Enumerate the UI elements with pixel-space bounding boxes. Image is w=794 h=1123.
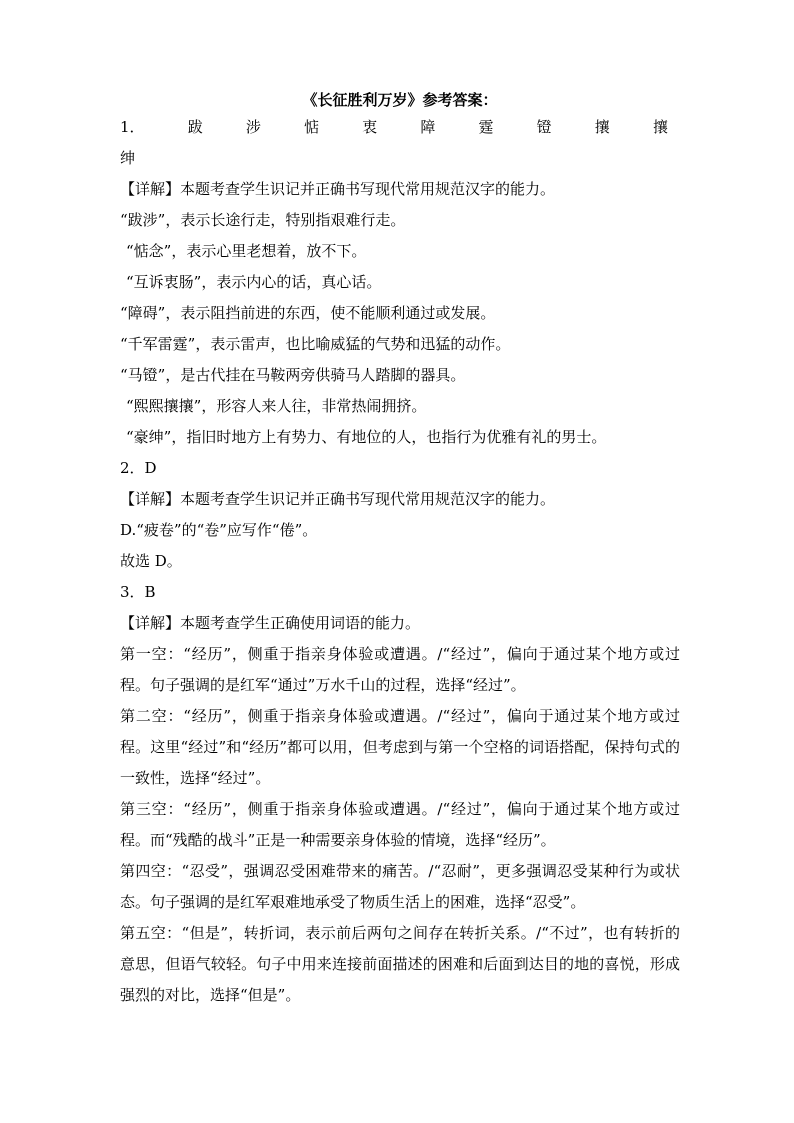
q1-explanation: “马镫”，是古代挂在马鞍两旁供骑马人踏脚的器具。 bbox=[120, 366, 466, 384]
q1-explanation: “千军雷霆”，表示雷声，也比喻威猛的气势和迅猛的动作。 bbox=[120, 335, 511, 353]
q1-answer-row bbox=[120, 112, 680, 143]
q1-detail: 【详解】本题考查学生识记并正确书写现代常用规范汉字的能力。 bbox=[120, 180, 556, 198]
q1-explanation: “惦念”，表示心里老想着，放不下。 bbox=[126, 242, 367, 260]
q1-explanation: “跋涉”，表示长途行走，特别指艰难行走。 bbox=[120, 211, 406, 229]
q3-paragraph: 第五空：“但是”，转折词，表示前后两句之间存在转折关系。/“不过”，也有转折的意思，但语气较轻。句子中用来连接前面描述的困难和后面到达目的地的喜悦，形成强烈的对比，选择“但是”。 bbox=[120, 924, 680, 1004]
q2-line: D.“疲卷”的“卷”应写作“倦”。 bbox=[120, 521, 318, 539]
q3-paragraph: 第一空：“经历”，侧重于指亲身体验或遭遇。/“经过”，偏向于通过某个地方或过程。句子强调的是红军“通过”万水千山的过程，选择“经过”。 bbox=[120, 645, 680, 694]
q3-paragraph: 第二空：“经历”，侧重于指亲身体验或遭遇。/“经过”，偏向于通过某个地方或过程。这里“经过”和“经历”都可以用，但考虑到与第一个空格的词语搭配，保持句式的一致性，选择“经过”。 bbox=[120, 707, 680, 787]
q1-answer-char: 跋 bbox=[187, 118, 203, 136]
q1-explanation: “豪绅”，指旧时地方上有势力、有地位的人，也指行为优雅有礼的男士。 bbox=[126, 428, 607, 446]
q1-answer-char: 攘 bbox=[594, 118, 610, 136]
q3-number: 3．B bbox=[120, 583, 156, 601]
document-title: 《长征胜利万岁》参考答案： bbox=[302, 91, 498, 109]
q1-answer-char: 障 bbox=[420, 118, 436, 136]
answer-document bbox=[120, 90, 680, 1011]
q1-explanation: “障碍”，表示阻挡前进的东西，使不能顺利通过或发展。 bbox=[120, 304, 496, 322]
q1-answer-char: 惦 bbox=[304, 118, 320, 136]
q1-answer-char: 涉 bbox=[245, 118, 261, 136]
q3-paragraph: 第四空：“忍受”，强调忍受困难带来的痛苦。/“忍耐”，更多强调忍受某种行为或状态。句子强调的是红军艰难地承受了物质生活上的困难，选择“忍受”。 bbox=[120, 862, 680, 911]
q1-number: 1． bbox=[120, 118, 145, 136]
q1-answer-char: 镫 bbox=[536, 118, 552, 136]
q1-explanation: “互诉衷肠”，表示内心的话，真心话。 bbox=[126, 273, 382, 291]
q2-detail: 【详解】本题考查学生识记并正确书写现代常用规范汉字的能力。 bbox=[120, 490, 556, 508]
q1-answer-char: 攘 bbox=[652, 118, 668, 136]
q1-answer-char: 霆 bbox=[478, 118, 494, 136]
q3-paragraph: 第三空：“经历”，侧重于指亲身体验或遭遇。/“经过”，偏向于通过某个地方或过程。而“残酷的战斗”正是一种需要亲身体验的情境，选择“经历”。 bbox=[120, 800, 680, 849]
q1-answer-wrap: 绅 bbox=[120, 149, 136, 167]
q2-number: 2．D bbox=[120, 459, 157, 477]
q3-detail: 【详解】本题考查学生正确使用词语的能力。 bbox=[120, 614, 421, 632]
q1-explanation: “熙熙攘攘”，形容人来人往，非常热闹拥挤。 bbox=[126, 397, 427, 415]
q2-line: 故选 D。 bbox=[120, 552, 182, 570]
q1-answer-char: 衷 bbox=[362, 118, 378, 136]
